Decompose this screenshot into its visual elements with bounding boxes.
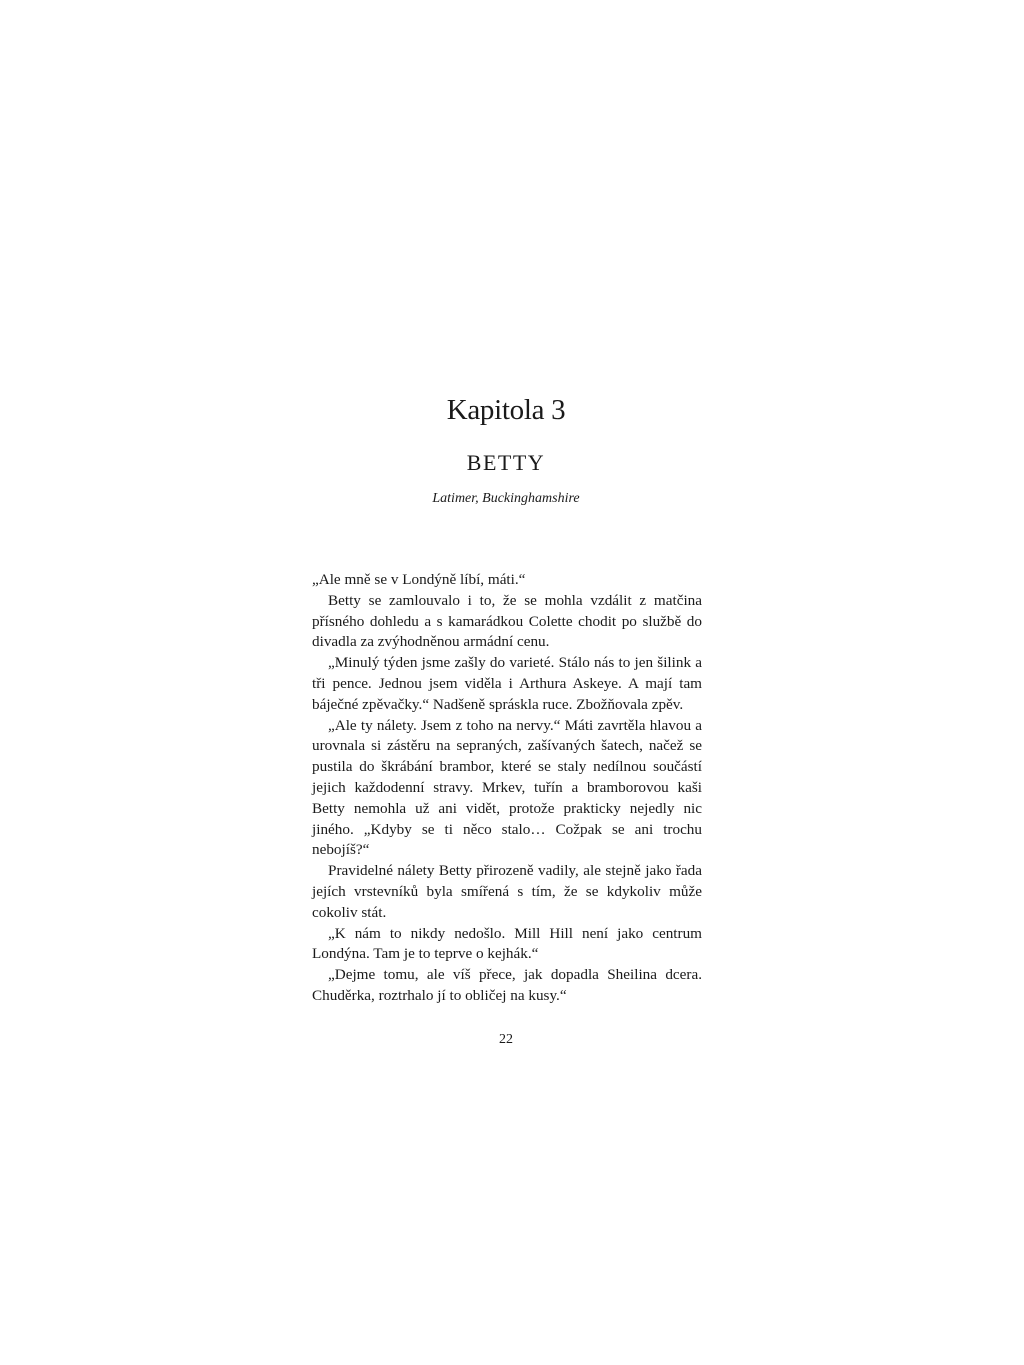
paragraph: „Ale mně se v Londýně líbí, máti.“ (312, 571, 526, 588)
chapter-title: Kapitola 3 (446, 394, 566, 426)
paragraph: „Minulý týden jsme zašly do varieté. Stálo nás to jen šilink a tři pence. Jednou jsem viděla i Arthura Askeye. A mají tam báječné zpěvačky.“ Nadšeně spráskla ruce. Zbožňovala zpěv. (312, 654, 702, 713)
paragraph: Betty se zamlouvalo i to, že se mohla vzdálit z matčina přísného dohledu a s kamarádkou Colette chodit po službě do divadla za zvýhodněnou armádní cenu. (312, 591, 702, 651)
paragraph: Pravidelné nálety Betty přirozeně vadily, ale stejně jako řada jejích vrstevníků byla smířená s tím, že se kdykoliv může cokoliv stát. (312, 862, 702, 921)
paragraph: „Ale ty nálety. Jsem z toho na nervy.“ Máti zavrtěla hlavou a urovnala si zástěru na sepraných, zašívaných šatech, načež se pustila do škrábání brambor, které se staly nedílnou součástí jejich každodenní stravy. Mrkev, tuřín a bramborovou kaši Betty nemohla už ani vidět, protože prakticky nejedly nic jiného. „Kdyby se ti něco stalo… Cožpak se ani trochu nebojíš?“ (312, 716, 702, 859)
paragraph: „K nám to nikdy nedošlo. Mill Hill není jako centrum Londýna. Tam je to teprve o kejhák.“ (312, 924, 702, 963)
chapter-location: Latimer, Buckinghamshire (432, 491, 580, 506)
chapter-name: BETTY (466, 450, 546, 475)
body-text (312, 570, 702, 1007)
paragraph: „Dejme tomu, ale víš přece, jak dopadla Sheilina dcera. Chuděrka, roztrhalo jí to obličej na kusy.“ (312, 966, 702, 1004)
page-number: 22 (499, 1032, 513, 1047)
